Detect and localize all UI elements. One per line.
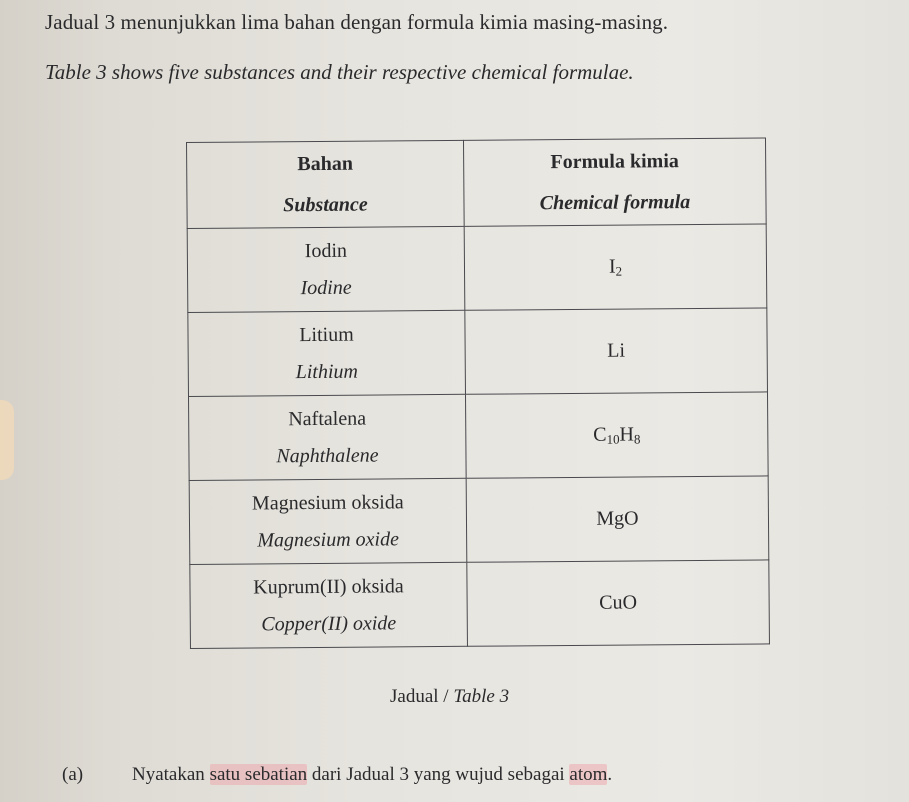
question-phrase: dari Jadual 3 yang wujud sebagai: [307, 764, 570, 785]
substance-name-en: Naphthalene: [276, 443, 379, 467]
caption-malay: Jadual /: [390, 686, 454, 707]
table-row: [188, 392, 768, 481]
chemical-formula: [593, 423, 640, 445]
page-edge-glare: [0, 400, 14, 480]
table-caption: [390, 686, 509, 708]
substance-name-ms: Naftalena: [288, 407, 367, 430]
table-row: [189, 476, 769, 565]
formula-cell: [464, 224, 767, 310]
chemical-formula: [607, 340, 625, 362]
formula-cell: [467, 560, 770, 646]
header-substance-en: Substance: [283, 193, 368, 216]
formula-subscript: 10: [606, 431, 620, 447]
question-label: (a): [62, 764, 84, 785]
substance-name-en: Copper(II) oxide: [261, 611, 397, 635]
table-body: [187, 224, 769, 649]
substance-name-en: Magnesium oxide: [257, 527, 400, 551]
substance-cell: [190, 562, 468, 648]
header-formula: [463, 138, 766, 226]
substance-cell: [189, 478, 467, 564]
substance-name-ms: Litium: [299, 323, 354, 346]
formula-element: I: [608, 255, 616, 278]
formula-cell: [466, 476, 769, 562]
substance-cell: [187, 226, 465, 312]
formula-cell: [465, 308, 768, 394]
chemical-formula: [609, 255, 622, 277]
question-phrase: .: [607, 764, 613, 785]
table-row: [187, 224, 767, 313]
substance-name-en: Lithium: [295, 360, 359, 383]
formula-element: C: [593, 423, 607, 446]
table-row: [190, 560, 770, 649]
table-row: [188, 308, 768, 397]
substances-table: [186, 137, 770, 649]
question-text: [132, 764, 612, 786]
substance-name-ms: Magnesium oksida: [251, 490, 404, 514]
chemical-formula: [599, 591, 637, 613]
substance-cell: [188, 310, 466, 396]
formula-element: CuO: [599, 591, 638, 614]
header-formula-ms: Formula kimia: [550, 149, 679, 173]
formula-element: MgO: [596, 507, 639, 530]
formula-element: Li: [607, 339, 626, 362]
substance-name-ms: Kuprum(II) oksida: [253, 574, 404, 598]
formula-element: H: [619, 422, 635, 446]
formula-subscript: 8: [633, 430, 641, 446]
formula-subscript: 2: [615, 263, 623, 279]
intro-malay: Jadual 3 menunjukkan lima bahan dengan formula kimia masing-masing.: [45, 10, 669, 34]
header-substance: [187, 140, 465, 228]
highlighted-phrase: atom: [569, 764, 608, 785]
header-substance-ms: Bahan: [297, 152, 354, 175]
substance-name-en: Iodine: [300, 276, 352, 299]
chemical-formula: [596, 507, 638, 529]
substance-name-ms: Iodin: [304, 239, 348, 262]
table-header-row: [187, 138, 767, 229]
intro-english: Table 3 shows five substances and their respective chemical formulae.: [45, 60, 634, 84]
formula-cell: [465, 392, 768, 478]
highlighted-phrase: satu sebatian: [209, 764, 308, 785]
question-phrase: Nyatakan: [132, 764, 210, 785]
substance-cell: [188, 394, 466, 480]
caption-english: Table 3: [453, 686, 510, 707]
header-formula-en: Chemical formula: [539, 190, 691, 214]
